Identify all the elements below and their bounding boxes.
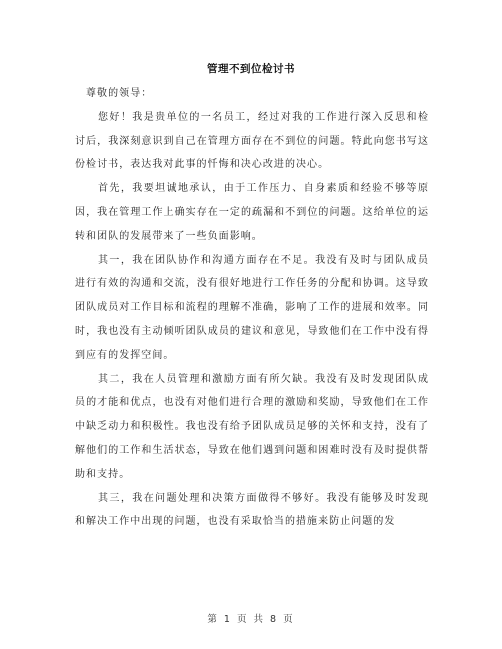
document-body [75,82,429,534]
document-title: 管理不到位检讨书 [207,63,295,75]
page-number-footer: 第 1 页 共 8 页 [207,614,295,625]
paragraph-greeting: 您好！我是贵单位的一名员工，经过对我的工作进行深入反思和检讨后，我深刻意识到自己在管理方面存在不到位的问题。特此向您书写这份检讨书，表达我对此事的忏悔和决心改进的决心。 [75,111,429,171]
paragraph-point-one: 其一，我在团队协作和沟通方面存在不足。我没有及时与团队成员进行有效的沟通和交流，没有很好地进行工作任务的分配和协调。这导致团队成员对工作目标和流程的理解不准确，影响了工作的进展和效率。同时，我也没有主动倾听团队成员的建议和意见，导致他们在工作中没有得到应有的发挥空间。 [75,254,429,361]
paragraph-admission: 首先，我要坦诚地承认，由于工作压力、自身素质和经验不够等原因，我在管理工作上确实存在一定的疏漏和不到位的问题。这给单位的运转和团队的发展带来了一些负面影响。 [75,183,429,242]
paragraph-point-three: 其三，我在问题处理和决策方面做得不够好。我没有能够及时发现和解决工作中出现的问题，也没有采取恰当的措施来防止问题的发 [75,492,429,528]
salutation: 尊敬的领导： [86,88,153,99]
paragraph-point-two: 其二，我在人员管理和激励方面有所欠缺。我没有及时发现团队成员的才能和优点，也没有对他们进行合理的激励和奖励，导致他们在工作中缺乏动力和积极性。我也没有给予团队成员足够的关怀和支持，没有了解他们的工作和生活状态，导致在他们遇到问题和困难时没有及时提供帮助和支持。 [75,373,429,480]
